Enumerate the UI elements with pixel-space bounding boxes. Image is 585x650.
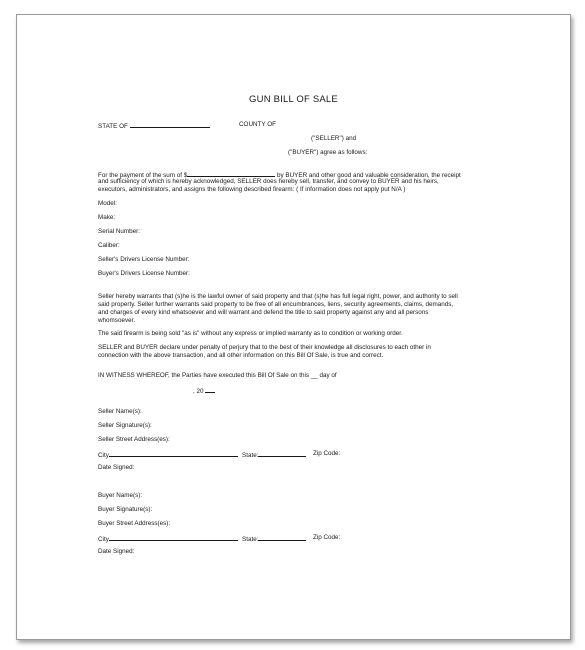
buyer-signature-label: Buyer Signature(s): [98, 506, 153, 513]
buyer-agree-text: ("BUYER") agree as follows: [288, 149, 368, 156]
seller-state-blank[interactable] [258, 450, 306, 457]
seller-state-label: State: [242, 452, 259, 459]
payment-line-3: executors, administrators, and assigns the following described firearm: ( If information does not apply put N/A ) [98, 186, 406, 193]
warranty-line-4: whomsoever. [98, 317, 136, 324]
seller-city-label: City [98, 452, 109, 459]
make-field-label: Make: [98, 214, 116, 221]
payment-line-2: and sufficiency of which is hereby acknowledged, SELLER does hereby sell, transfer, and convey to BUYER and his heirs, [98, 178, 439, 185]
document-page [16, 14, 571, 640]
year-prefix: , 20 [193, 388, 204, 395]
buyer-city-label: City [98, 536, 109, 543]
buyer-city-line [98, 534, 238, 544]
year-line [193, 386, 215, 396]
seller-signature-label: Seller Signature(s): [98, 422, 152, 429]
as-is-clause: The said firearm is being sold "as is" without any express or implied warranty as to condition or working order. [98, 330, 403, 337]
year-blank[interactable] [205, 386, 215, 393]
payment-text-end: by BUYER and other good and valuable consideration, the receipt [277, 172, 461, 179]
buyer-city-blank[interactable] [109, 534, 238, 541]
seller-license-field-label: Seller's Drivers License Number: [98, 256, 190, 263]
seller-address-label: Seller Street Address(es): [98, 436, 170, 443]
warranty-line-1: Seller hereby warrants that (s)he is the lawful owner of said property and that (s)he has full legal right, power, and authority to sell [98, 293, 458, 300]
document-title: GUN BILL OF SALE [249, 94, 338, 105]
declare-line-1: SELLER and BUYER declare under penalty of perjury that to the best of their knowledge all disclosures to each other in [98, 344, 431, 351]
buyer-date-label: Date Signed: [98, 548, 135, 555]
payment-amount-blank[interactable] [187, 170, 275, 177]
seller-date-label: Date Signed: [98, 464, 135, 471]
buyer-license-field-label: Buyer's Drivers License Number: [98, 270, 190, 277]
caliber-field-label: Caliber: [98, 242, 120, 249]
county-label: COUNTY OF [239, 121, 276, 128]
serial-field-label: Serial Number: [98, 228, 140, 235]
seller-state-line [242, 450, 306, 460]
state-blank[interactable] [130, 121, 210, 128]
seller-zip-label: Zip Code: [313, 450, 341, 457]
seller-city-line [98, 450, 238, 460]
state-line [98, 121, 210, 131]
state-label: STATE OF [98, 123, 128, 130]
warranty-line-3: and charges of every kind whatsoever and will warrant and defend the title to said property against any and all persons [98, 309, 429, 316]
buyer-address-label: Buyer Street Address(es): [98, 520, 171, 527]
buyer-state-label: State: [242, 536, 259, 543]
witness-clause: IN WITNESS WHEREOF, the Parties have executed this Bill Of Sale on this __ day of [98, 372, 337, 379]
buyer-state-blank[interactable] [258, 534, 306, 541]
buyer-zip-label: Zip Code: [313, 534, 341, 541]
warranty-line-2: said property. Seller further warrants said property to be free of all encumbrances, liens, security agreements, claims, demands, [98, 301, 454, 308]
seller-city-blank[interactable] [109, 450, 238, 457]
model-field-label: Model: [98, 200, 117, 207]
buyer-name-label: Buyer Name(s): [98, 492, 143, 499]
payment-text-start: For the payment of the sum of $ [98, 172, 188, 179]
seller-name-label: Seller Name(s): [98, 408, 142, 415]
declare-line-2: connection with the above transaction, and all other information on this Bill Of Sale, is true and correct. [98, 352, 384, 359]
seller-and-text: ("SELLER") and [311, 135, 357, 142]
buyer-state-line [242, 534, 306, 544]
